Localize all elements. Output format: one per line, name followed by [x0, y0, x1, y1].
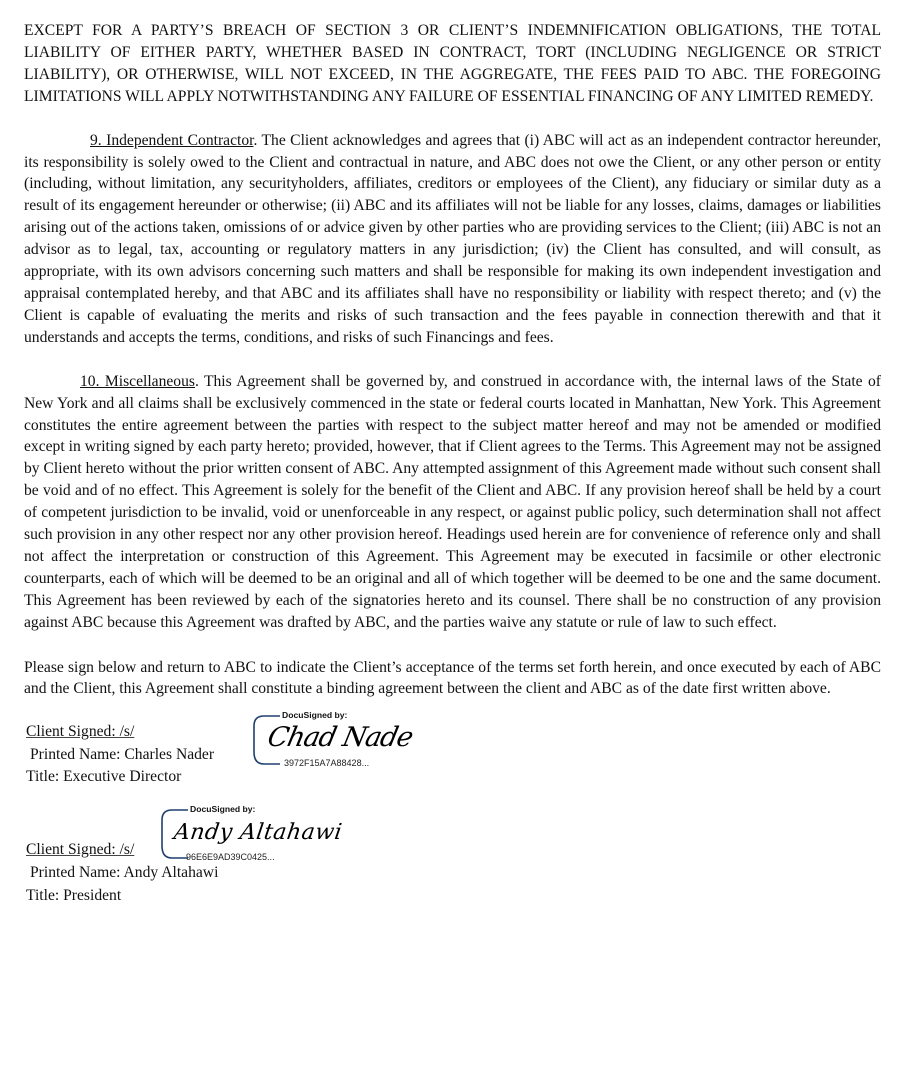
section-10-heading: 10. Miscellaneous	[80, 372, 195, 390]
client-signed-label-2: Client Signed: /s/	[26, 841, 135, 859]
section-9-paragraph	[24, 130, 881, 349]
docusign-label-2: DocuSigned by:	[190, 804, 256, 815]
docusign-stamp-2	[158, 804, 344, 866]
title-2: Title: President	[26, 887, 122, 905]
signature-block-2	[24, 804, 881, 912]
printed-name-2: Printed Name: Andy Altahawi	[30, 864, 219, 882]
client-signed-label-1: Client Signed: /s/	[26, 723, 135, 741]
envelope-id-1: 3972F15A7A88428...	[284, 758, 370, 769]
handwritten-signature-2: Andy Altahawi	[172, 820, 344, 846]
envelope-id-2: 96E6E9AD39C0425...	[186, 852, 275, 863]
signature-block-1	[24, 710, 881, 806]
handwritten-signature-1: Chad Nade	[264, 722, 416, 754]
section-10-body: . This Agreement shall be governed by, and construed in accordance with, the internal laws of the State of New York and all claims shall be exclusively commenced in the state or federal courts located in Manhattan, New York. This Agreement constitutes the entire agreement between the parties with respect to the subject matter hereof and may not be amended or modified except in writing signed by each party hereto; provided, however, that if Client agrees to the Terms. This Agreement may not be assigned by Client hereto without the prior written consent of ABC. Any attempted assignment of this Agreement made without such consent shall be void and of no effect. This Agreement is solely for the benefit of the Client and ABC. If any provision hereof shall be held by a court of competent jurisdiction to be invalid, void or unenforceable in any respect, or against public policy, such determination shall not affect such provision in any other respect nor any other provision hereof. Headings used herein are for convenience of reference only and shall not affect the interpretation or construction of this Agreement. This Agreement may be executed in facsimile or other electronic counterparts, each of which will be deemed to be an original and all of which together will be deemed to be one and the same document. This Agreement has been reviewed by each of the signatories hereto and its counsel. There shall be no construction of any provision against ABC because this Agreement was drafted by ABC, and the parties waive any statute or rule of law to such effect.	[24, 372, 881, 631]
docusign-label-1: DocuSigned by:	[282, 710, 348, 721]
printed-name-1: Printed Name: Charles Nader	[30, 746, 215, 764]
docusign-stamp-1	[250, 710, 420, 772]
section-9-body: . The Client acknowledges and agrees that (i) ABC will act as an independent contractor hereunder, its responsibility is solely owed to the Client and contractual in nature, and ABC does not owe the Client, or any other person or entity (including, without limitation, any securityholders, affiliates, creditors or employees of the Client), any fiduciary or similar duty as a result of its engagement hereunder or otherwise; (ii) ABC and its affiliates will not be liable for any losses, claims, damages or liabilities arising out of the actions taken, omissions of or advice given by other parties who are providing services to the Client; (iii) ABC is not an advisor as to legal, tax, accounting or regulatory matters in any jurisdiction; (iv) the Client has consulted, and will consult, as appropriate, with its own advisors concerning such matters and shall be responsible for making its own independent investigation and appraisal contemplated hereby, and that ABC and its affiliates shall have no responsibility or liability with respect thereto; and (v) the Client is capable of evaluating the merits and risks of such transaction and the fees payable in connection therewith and that it understands and accepts the terms, conditions, and risks of such Financings and fees.	[24, 131, 882, 346]
section-10-paragraph	[24, 371, 881, 634]
document-page	[24, 20, 881, 912]
signature-request-paragraph: Please sign below and return to ABC to indicate the Client’s acceptance of the terms set forth herein, and once executed by each of ABC and the Client, this Agreement shall constitute a binding agreement between the client and ABC as of the date first written above.	[24, 658, 881, 698]
limitation-of-liability-paragraph: EXCEPT FOR A PARTY’S BREACH OF SECTION 3 OR CLIENT’S INDEMNIFICATION OBLIGATIONS, THE TOTAL LIABILITY OF EITHER PARTY, WHETHER BASED IN CONTRACT, TORT (INCLUDING NEGLIGENCE OR STRICT LIABILITY), OR OTHERWISE, WILL NOT EXCEED, IN THE AGGREGATE, THE FEES PAID TO ABC. THE FOREGOING LIMITATIONS WILL APPLY NOTWITHSTANDING ANY FAILURE OF ESSENTIAL FINANCING OF ANY LIMITED REMEDY.	[24, 22, 881, 105]
title-1: Title: Executive Director	[26, 768, 182, 786]
section-9-heading: 9. Independent Contractor	[90, 131, 254, 149]
